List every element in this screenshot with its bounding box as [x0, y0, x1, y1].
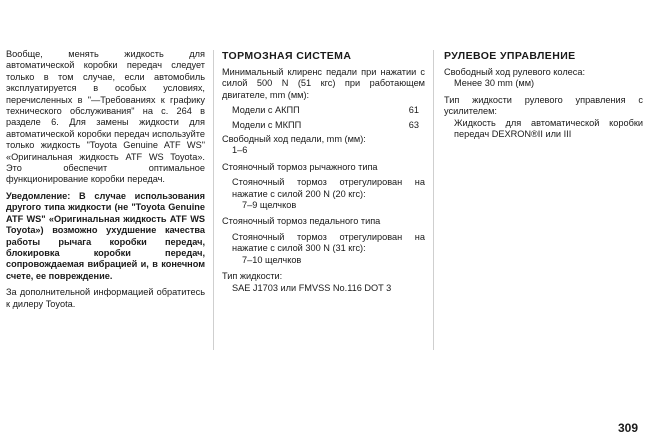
free-play-label: Свободный ход педали, mm (мм): [222, 134, 366, 145]
notice-paragraph: Уведомление: В случае использования другого типа жидкости (не "Toyota Genuine ATF WS" «Оригинальная жидкость ATF WS Toyota») возможно ухудшение качества работы рычага коробки передач, блокировка коробки передач, сопровождаемая вибрацией и, в конечном счете, ее повреждение. [6, 190, 205, 281]
column-transmission-fluid [6, 49, 205, 310]
page-number: 309 [617, 421, 638, 435]
mkpp-value: 63 [408, 119, 419, 130]
steering-fluid-value: Жидкость для автоматической коробки передач DEXRON®II или III [454, 117, 643, 140]
free-play-value: 1–6 [232, 145, 248, 156]
steering-fluid-label: Тип жидкости рулевого управления с усилителем: [444, 94, 643, 117]
akpp-value: 61 [408, 105, 419, 116]
column-divider [213, 50, 214, 350]
mkpp-label: Модели с МКПП [232, 119, 302, 130]
row-mkpp [222, 120, 425, 131]
pedal-brake-title: Стояночный тормоз педального типа [222, 216, 381, 227]
pedal-brake-text: Стояночный тормоз отрегулирован на нажатие с силой 300 N (31 кгс): [232, 231, 425, 254]
wheel-play-value: Менее 30 mm (мм) [454, 78, 535, 89]
fluid-type-value: SAE J1703 или FMVSS No.116 DOT 3 [232, 282, 392, 293]
pedal-clearance-intro: Минимальный клиренс педали при нажатии с силой 500 N (51 кгс) при работающем двигателе, mm (мм): [222, 67, 425, 100]
column-steering [444, 48, 643, 140]
lever-brake-clicks: 7–9 щелчков [242, 200, 297, 211]
fluid-type-label: Тип жидкости: [222, 271, 283, 282]
lever-brake-title: Стояночный тормоз рычажного типа [222, 161, 378, 172]
akpp-label: Модели с АКПП [232, 105, 300, 116]
paragraph-fluid-change: Вообще, менять жидкость для автоматической коробки передач следует только в том случае, если автомобиль эксплуатируется в особых условиях, перечисленных в "—Требованиях к графику технического обслуживания" на с. 264 в разделе 6. Для замены жидкости для автоматической коробки передач используйте только жидкость "Toyota Genuine ATF WS" «Оригинальная жидкость ATF WS Toyota». Это обеспечит оптимальное функционирование коробки передач. [6, 49, 205, 185]
paragraph-dealer-info: За дополнительной информацией обратитесь к дилеру Toyota. [6, 287, 205, 309]
section-heading-brakes: ТОРМОЗНАЯ СИСТЕМА [222, 50, 352, 62]
pedal-brake-clicks: 7–10 щелчков [242, 254, 302, 265]
column-brake-system [222, 48, 425, 294]
row-akpp [222, 105, 425, 116]
column-divider [433, 50, 434, 350]
lever-brake-text: Стояночный тормоз отрегулирован на нажатие с силой 200 N (20 кгс): [232, 177, 425, 199]
section-heading-steering: РУЛЕВОЕ УПРАВЛЕНИЕ [444, 50, 576, 62]
wheel-play-label: Свободный ход рулевого колеса: [444, 67, 586, 77]
